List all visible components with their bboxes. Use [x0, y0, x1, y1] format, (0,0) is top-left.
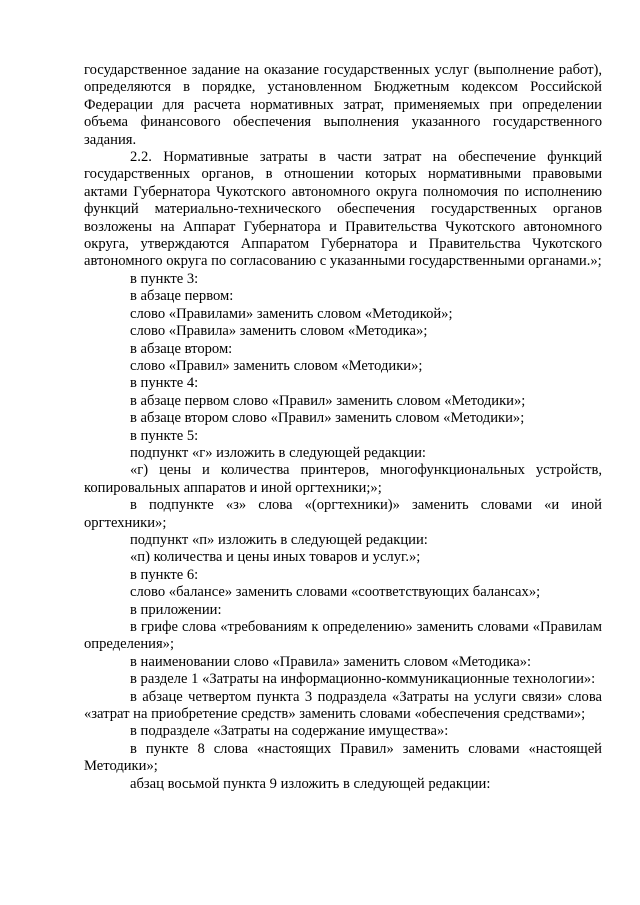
- paragraph: в абзаце втором слово «Правил» заменить словом «Методики»;: [130, 410, 525, 427]
- paragraph: в приложении:: [130, 601, 222, 618]
- paragraph: в разделе 1 «Затраты на информационно-коммуникационные технологии»:: [130, 671, 596, 688]
- paragraph: в грифе слова «требованиям к определению» заменить словами «Правилам определения»;: [84, 619, 602, 653]
- paragraph-2-2: 2.2. Нормативные затраты в части затрат на обеспечение функций государственных органов, в отношении которых нормативными правовыми актами Губернатора Чукотского автономного округа полномочия по исполнению функций материально-технического обеспечения государственных органов возложены на Аппарат Губернатора и Правительства Чукотского автономного округа, утверждаются Аппаратом Губернатора и Правительства Чукотского автономного округа по согласованию с указанными государственными органами.»;: [84, 149, 602, 270]
- paragraph: «п) количества и цены иных товаров и услуг.»;: [130, 549, 421, 566]
- paragraph: в абзаце четвертом пункта 3 подраздела «Затраты на услуги связи» слова «затрат на приобретение средств» заменить словами «обеспечения средствами»;: [84, 688, 602, 723]
- paragraph: слово «Правила» заменить словом «Методика»;: [130, 323, 428, 340]
- paragraph-continuation: государственное задание на оказание государственных услуг (выполнение работ), определяются в порядке, установленном Бюджетным кодексом Российской Федерации для расчета нормативных затрат, применяемых при определении объема финансового обеспечения выполнения указанного государственного задания.: [84, 62, 602, 148]
- paragraph: абзац восьмой пункта 9 изложить в следующей редакции:: [130, 775, 491, 792]
- paragraph: «г) цены и количества принтеров, многофункциональных устройств, копировальных аппаратов и иной оргтехники;»;: [84, 462, 602, 496]
- paragraph: в пункте 5:: [130, 427, 199, 444]
- paragraph: в пункте 6:: [130, 566, 199, 583]
- paragraph: слово «балансе» заменить словами «соответствующих балансах»;: [130, 584, 541, 601]
- paragraph: подпункт «г» изложить в следующей редакции:: [130, 444, 426, 461]
- paragraph: подпункт «п» изложить в следующей редакции:: [130, 531, 428, 548]
- paragraph: в подпункте «з» слова «(оргтехники)» заменить словами «и иной оргтехники»;: [84, 497, 602, 531]
- paragraph: слово «Правилами» заменить словом «Методикой»;: [130, 305, 453, 322]
- paragraph: в наименовании слово «Правила» заменить словом «Методика»:: [130, 653, 532, 670]
- document-page: [84, 62, 602, 793]
- paragraph: в абзаце первом:: [130, 288, 234, 305]
- paragraph: в абзаце втором:: [130, 340, 233, 357]
- paragraph: в абзаце первом слово «Правил» заменить словом «Методики»;: [130, 392, 526, 409]
- paragraph: в пункте 4:: [130, 375, 199, 392]
- paragraph: слово «Правил» заменить словом «Методики»;: [130, 357, 423, 374]
- paragraph: в подразделе «Затраты на содержание имущества»:: [130, 723, 449, 740]
- paragraph: в пункте 3:: [130, 270, 199, 287]
- paragraph: в пункте 8 слова «настоящих Правил» заменить словами «настоящей Методики»;: [84, 740, 602, 775]
